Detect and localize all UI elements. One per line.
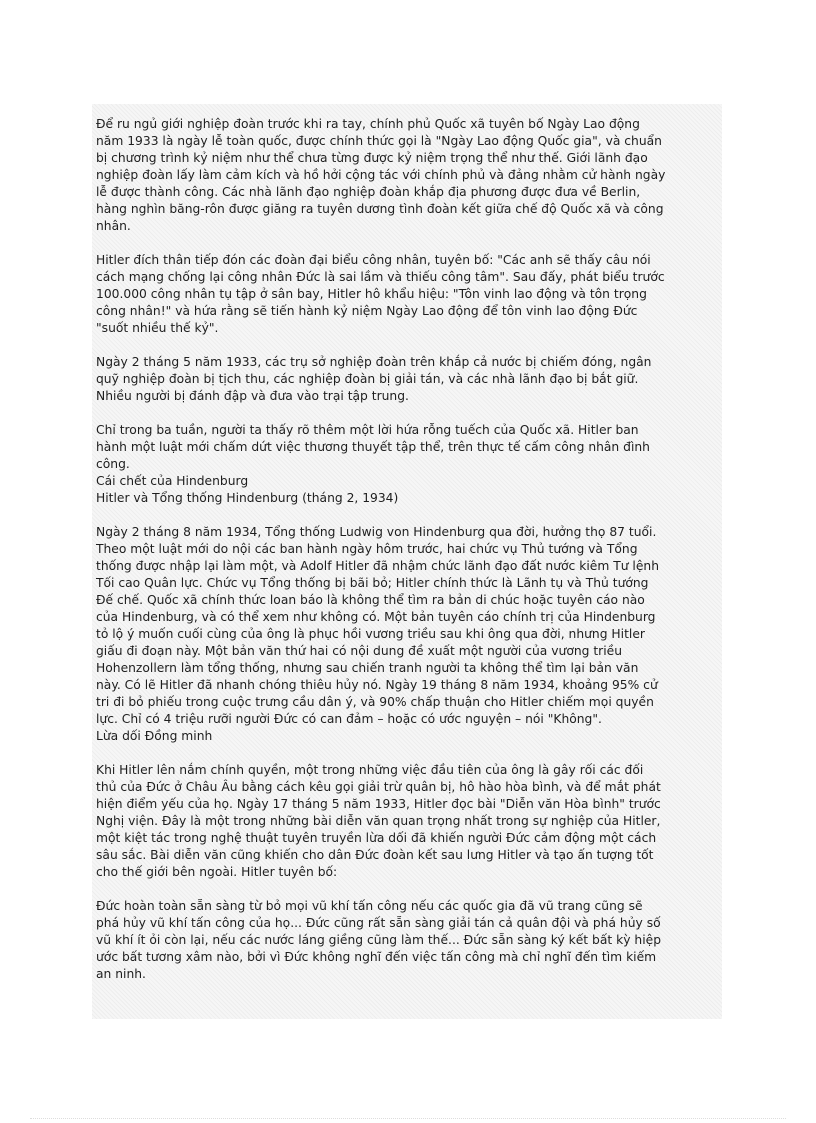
paragraph-speech-quote: Đức hoàn toàn sẵn sàng từ bỏ mọi vũ khí tấn công nếu các quốc gia đã vũ trang cũng sẽ phá hủy vũ khí tấn công của họ... Đức cũng rất sẵn sàng giải tán cả quân đội và phá hủy số vũ khí ít ỏi còn lại, nếu các nước láng giềng cũng làm thế... Đức sẵn sàng ký kết bất kỳ hiệp ước bất tương xâm nào, bởi vì Đức không nghĩ đến việc tấn công mà chỉ nghĩ đến tìm kiếm an ninh. — [96, 899, 662, 981]
document-page — [92, 104, 722, 1019]
paragraph-peace-speech: Khi Hitler lên nắm chính quyền, một trong những việc đầu tiên của ông là gây rối các đối thủ của Đức ở Châu Âu bằng cách kêu gọi giải trừ quân bị, hô hào hòa bình, và để mắt phát hiện điểm yếu của họ. Ngày 17 tháng 5 năm 1933, Hitler đọc bài "Diễn văn Hòa bình" trước Nghị viện. Đây là một trong những bài diễn văn quan trọng nhất trong sự nghiệp của Hitler, một kiệt tác trong nghệ thuật tuyên truyền lừa dối đã khiến người Đức cảm động một cách sâu sắc. Bài diễn văn cũng khiến cho dân Đức đoàn kết sau lưng Hitler và tạo ấn tượng tốt cho thế giới bên ngoài. Hitler tuyên bố: — [96, 763, 661, 879]
paragraph-labor-day: Để ru ngủ giới nghiệp đoàn trước khi ra tay, chính phủ Quốc xã tuyên bố Ngày Lao động năm 1933 là ngày lễ toàn quốc, được chính thức gọi là "Ngày Lao động Quốc gia", và chuẩn bị chương trình kỷ niệm như thể chưa từng được kỷ niệm trọng thể như thế. Giới lãnh đạo nghiệp đoàn lấy làm cảm kích và hồ hởi cộng tác với chính phủ và đảng nhằm cử hành ngày lễ được thành công. Các nhà lãnh đạo nghiệp đoàn khắp địa phương được đưa về Berlin, hàng nghìn băng-rôn được giăng ra tuyên dương tình đoàn kết giữa chế độ Quốc xã và công nhân. — [96, 117, 666, 233]
paragraph-collective-bargaining: Chỉ trong ba tuần, người ta thấy rõ thêm một lời hứa rỗng tuếch của Quốc xã. Hitler ban hành một luật mới chấm dứt việc thương thuyết tập thể, trên thực tế cấm công nhân đình công. — [96, 423, 650, 471]
paragraph-hitler-speech: Hitler đích thân tiếp đón các đoàn đại biểu công nhân, tuyên bố: "Các anh sẽ thấy câu nói cách mạng chống lại công nhân Đức là sai lầm và thiếu công tâm". Sau đấy, phát biểu trước 100.000 công nhân tụ tập ở sân bay, Hitler hô khẩu hiệu: "Tôn vinh lao động và tôn trọng công nhân!" và hứa rằng sẽ tiến hành kỷ niệm Ngày Lao động để tôn vinh lao động Đức "suốt nhiều thế kỷ". — [96, 253, 665, 335]
section-heading-hindenburg-death: Cái chết của Hindenburg — [96, 474, 249, 488]
document-body — [96, 116, 718, 1000]
page-bottom-divider — [30, 1118, 786, 1119]
image-caption-hitler-hindenburg: Hitler và Tổng thống Hindenburg (tháng 2, 1934) — [96, 491, 399, 505]
paragraph-union-seizure: Ngày 2 tháng 5 năm 1933, các trụ sở nghiệp đoàn trên khắp cả nước bị chiếm đóng, ngân quỹ nghiệp đoàn bị tịch thu, các nghiệp đoàn bị giải tán, và các nhà lãnh đạo bị bắt giữ. Nhiều người bị đánh đập và đưa vào trại tập trung. — [96, 355, 652, 403]
section-heading-deceiving-allies: Lừa dối Đồng minh — [96, 729, 213, 743]
paragraph-hindenburg-death: Ngày 2 tháng 8 năm 1934, Tổng thống Ludwig von Hindenburg qua đời, hưởng thọ 87 tuổi. Theo một luật mới do nội các ban hành ngày hôm trước, hai chức vụ Thủ tướng và Tổng thống được nhập lại làm một, và Adolf Hitler đã nhậm chức lãnh đạo đất nước kiêm Tư lệnh Tối cao Quân lực. Chức vụ Tổng thống bị bãi bỏ; Hitler chính thức là Lãnh tụ và Thủ tướng Đế chế. Quốc xã chính thức loan báo là không thể tìm ra bản di chúc hoặc tuyên cáo nào của Hindenburg, và có thể xem như không có. Một bản tuyên cáo chính trị của Hindenburg tỏ lộ ý muốn cuối cùng của ông là phục hồi vương triều sau khi ông qua đời, nhưng Hitler giấu đi đoạn này. Một bản văn thứ hai có nội dung đề xuất một người của vương triều Hohenzollern làm tổng thống, nhưng sau chiến tranh người ta không thể tìm lại bản văn này. Có lẽ Hitler đã nhanh chóng thiêu hủy nó. Ngày 19 tháng 8 năm 1934, khoảng 95% cử tri đi bỏ phiếu trong cuộc trưng cầu dân ý, và 90% chấp thuận cho Hitler chiếm mọi quyền lực. Chỉ có 4 triệu rưỡi người Đức có can đảm – hoặc có ước nguyện – nói "Không". — [96, 525, 659, 726]
